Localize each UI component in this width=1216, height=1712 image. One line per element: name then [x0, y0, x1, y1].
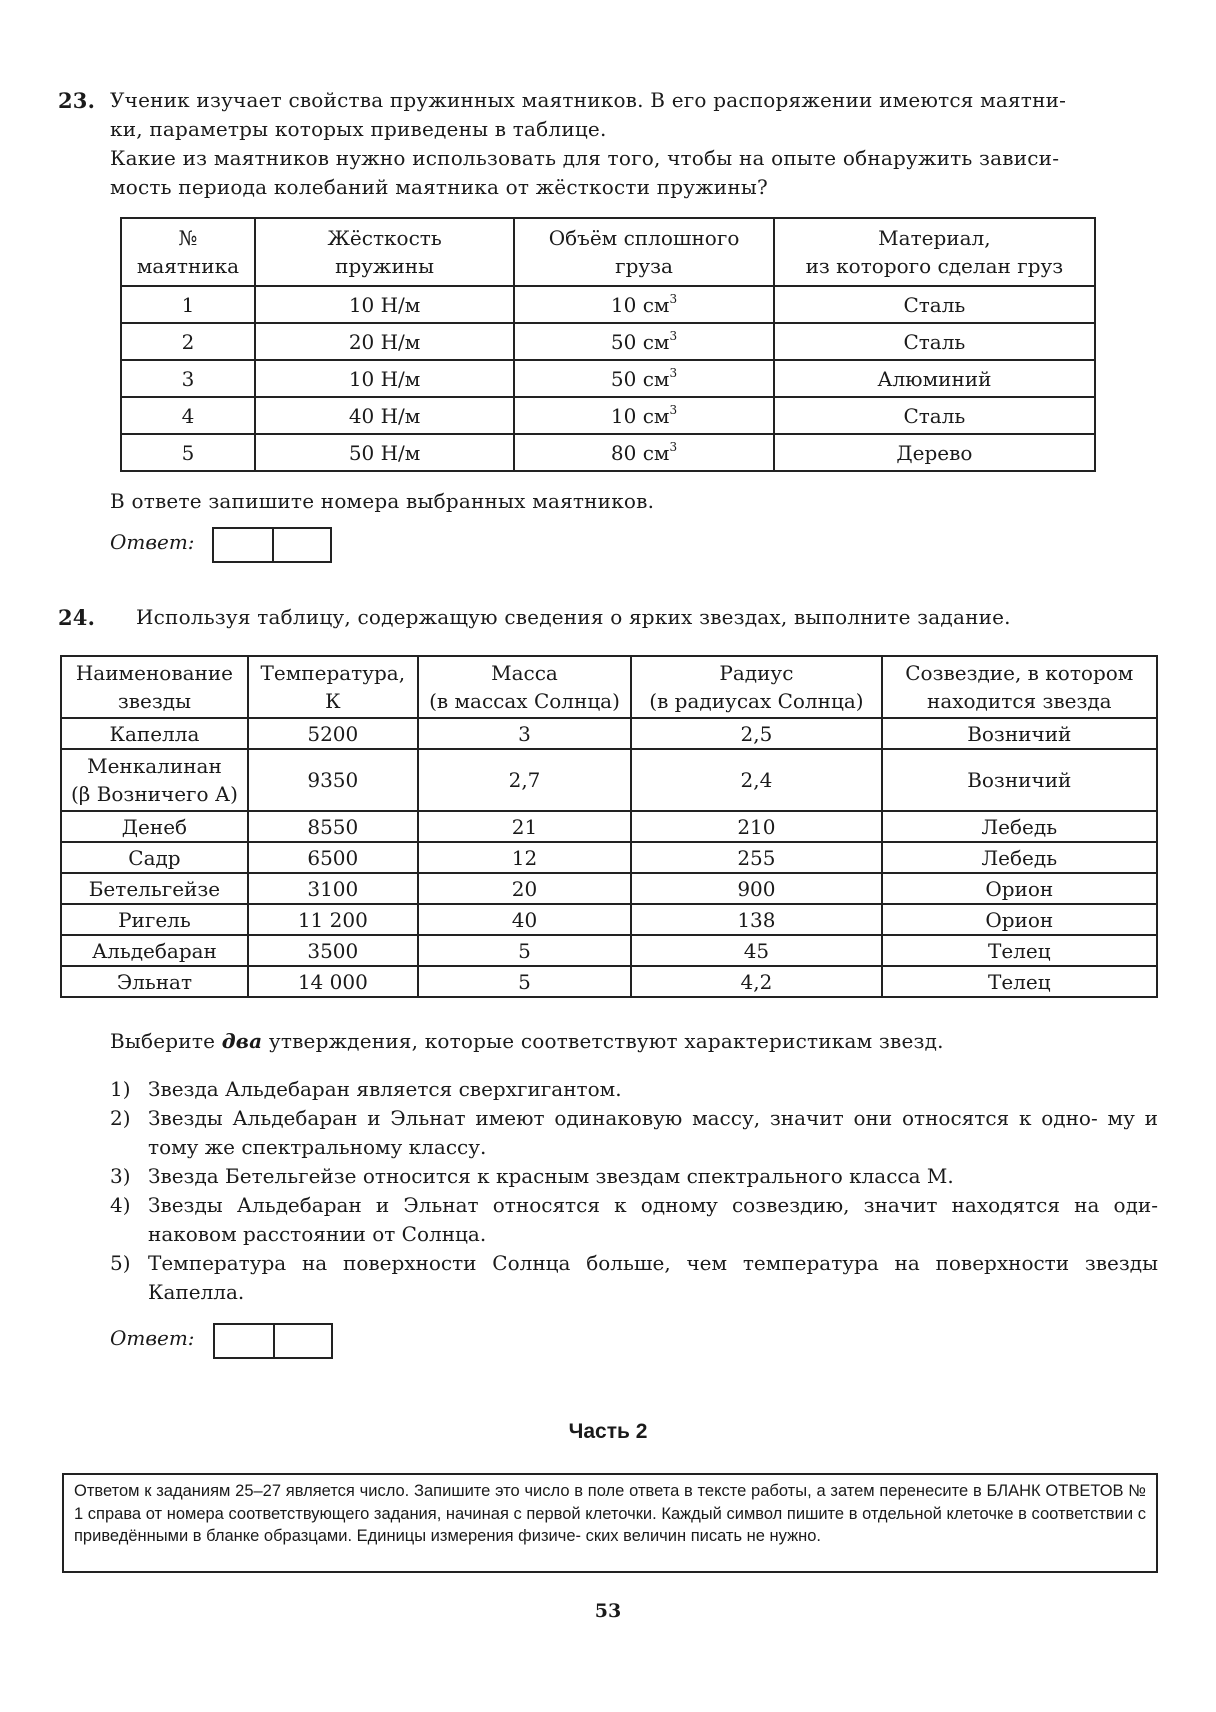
part-2-notice: Ответом к заданиям 25–27 является число. Запишите это число в поле ответа в тексте работы, а затем перенесите в БЛАНК ОТВЕТОВ № 1 справа от номера соответствующего задания, начиная с первой клеточки. Каждый символ пишите в отдельной клеточке в соответствии с приведёнными в бланке образцами. Единицы измерения физиче- ских величин писать не нужно. — [62, 1473, 1158, 1573]
table-row: Садр 6500 12 255 Лебедь — [61, 842, 1157, 873]
header-cell-volume: Объём сплошного груза — [514, 218, 773, 286]
answer-cell-23-2[interactable] — [272, 529, 330, 561]
option-1: 1) Звезда Альдебаран является сверхгигантом. — [110, 1077, 622, 1101]
header-cell-number: № маятника — [121, 218, 255, 286]
header-cell-star-name: Наименование звезды — [61, 656, 248, 718]
header-cell-temperature: Температура, К — [248, 656, 418, 718]
question-23-number: 23. — [58, 88, 96, 113]
pendulum-table-header — [121, 218, 1095, 286]
table-row: Ригель 11 200 40 138 Орион — [61, 904, 1157, 935]
table-row: 1 10 Н/м 10 $см^3$ Сталь — [121, 286, 1095, 323]
table-row: Альдебаран 3500 5 45 Телец — [61, 935, 1157, 966]
table-row: Денеб 8550 21 210 Лебедь — [61, 811, 1157, 842]
table-row: 3 10 Н/м 50 $см^3$ Алюминий — [121, 360, 1095, 397]
answer-cell-24-1[interactable] — [215, 1325, 273, 1357]
question-24-number: 24. — [58, 605, 96, 630]
question-24-intro: Используя таблицу, содержащую сведения о ярких звездах, выполните задание. — [136, 605, 1011, 629]
emphasis-two: два — [221, 1029, 263, 1053]
answer-cell-24-2[interactable] — [273, 1325, 331, 1357]
question-23-text-line-3: Какие из маятников нужно использовать для того, чтобы на опыте обнаружить зависи- — [110, 146, 1060, 170]
part-2-title: Часть 2 — [568, 1420, 648, 1443]
table-row: 2 20 Н/м 50 $см^3$ Сталь — [121, 323, 1095, 360]
option-2: 2) Звезды Альдебаран и Эльнат имеют одинаковую массу, значит они относятся к одно- му и тому же спектральному классу. — [110, 1106, 1158, 1159]
answer-field-24[interactable] — [213, 1323, 333, 1359]
table-row: 4 40 Н/м 10 $см^3$ Сталь — [121, 397, 1095, 434]
question-23-text-line-4: мость периода колебаний маятника от жёсткости пружины? — [110, 175, 768, 199]
header-cell-mass: Масса (в массах Солнца) — [418, 656, 631, 718]
answer-label-24: Ответ: — [110, 1326, 195, 1350]
table-row: Эльнат 14 000 5 4,2 Телец — [61, 966, 1157, 997]
header-cell-material: Материал, из которого сделан груз — [774, 218, 1095, 286]
question-23-text-line-1: Ученик изучает свойства пружинных маятников. В его распоряжении имеются маятни- — [110, 88, 1067, 112]
stars-table-header — [61, 656, 1157, 718]
answer-cell-23-1[interactable] — [214, 529, 272, 561]
answer-field-23[interactable] — [212, 527, 332, 563]
question-23-text-line-2: ки, параметры которых приведены в таблице. — [110, 117, 607, 141]
table-row: Менкалинан (β Возничего А) 9350 2,7 2,4 Возничий — [61, 749, 1157, 811]
table-row: 5 50 Н/м 80 $см^3$ Дерево — [121, 434, 1095, 471]
question-23-instruction: В ответе запишите номера выбранных маятников. — [110, 489, 655, 513]
page-number: 53 — [594, 1600, 622, 1622]
option-3: 3) Звезда Бетельгейзе относится к красным звездам спектрального класса М. — [110, 1164, 954, 1188]
option-4: 4) Звезды Альдебаран и Эльнат относятся к одному созвездию, значит находятся на оди- наковом расстоянии от Солнца. — [110, 1193, 1158, 1246]
table-row: Бетельгейзе 3100 20 900 Орион — [61, 873, 1157, 904]
header-cell-constellation: Созвездие, в котором находится звезда — [882, 656, 1157, 718]
header-cell-radius: Радиус (в радиусах Солнца) — [631, 656, 881, 718]
option-5: 5) Температура на поверхности Солнца больше, чем температура на поверхности звезды Капелла. — [110, 1251, 1158, 1304]
answer-label-23: Ответ: — [110, 530, 195, 554]
header-cell-stiffness: Жёсткость пружины — [255, 218, 514, 286]
stars-table — [60, 655, 1158, 998]
question-24-select-instruction: Выберите два утверждения, которые соответствуют характеристикам звезд. — [110, 1029, 944, 1053]
table-row: Капелла 5200 3 2,5 Возничий — [61, 718, 1157, 749]
pendulum-table — [120, 217, 1096, 472]
